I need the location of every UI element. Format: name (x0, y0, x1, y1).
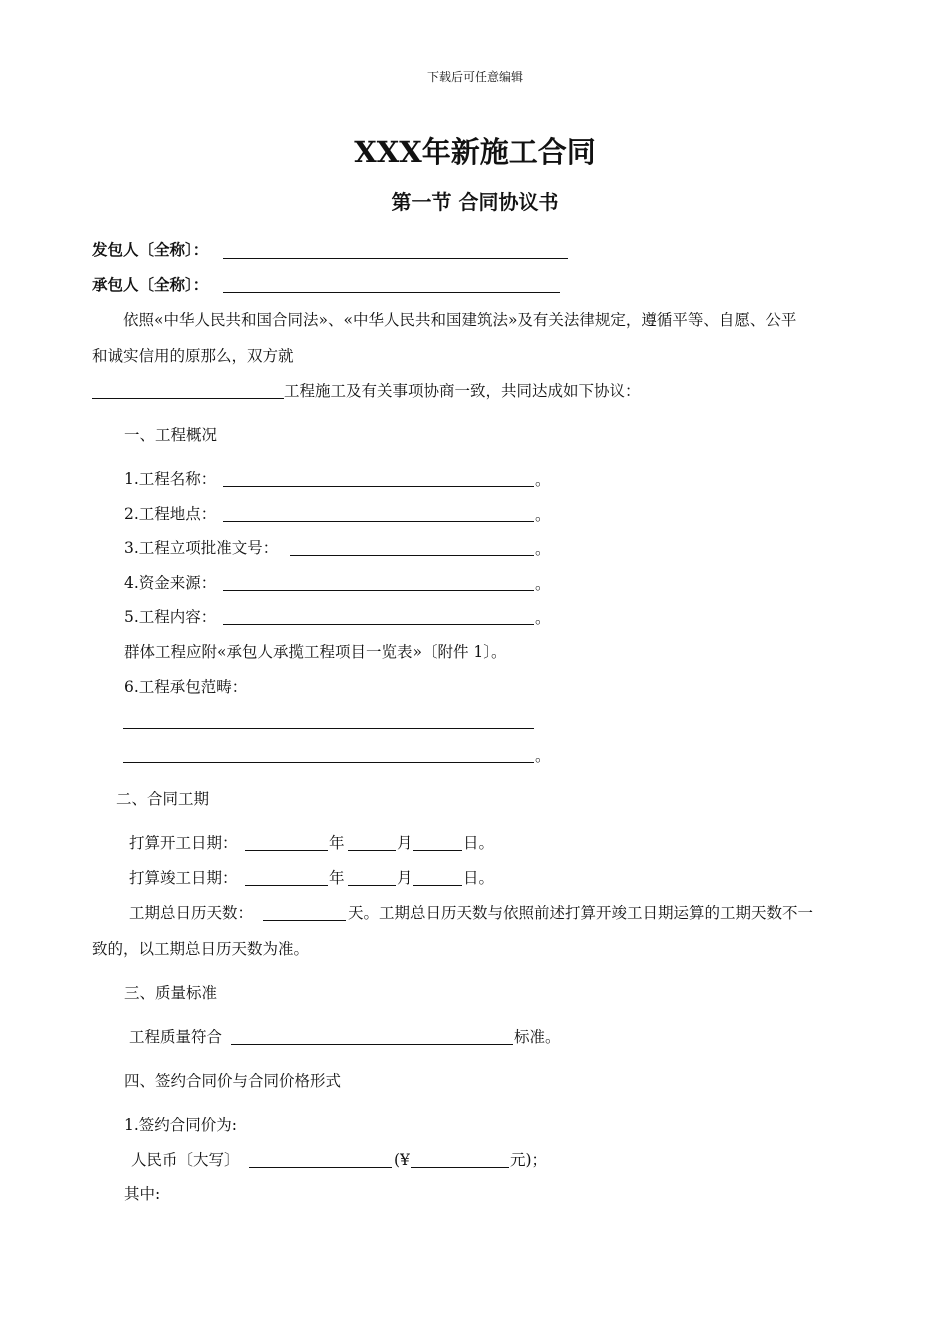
period: 。 (535, 747, 551, 765)
scope-blank-2[interactable] (123, 762, 534, 763)
contract-price-label: 1.签约合同价为: (124, 1116, 238, 1134)
intro-line-2: 和诚实信用的原那么，双方就 (92, 347, 294, 365)
quality-suffix: 标准。 (514, 1028, 561, 1046)
rmb-uppercase-blank[interactable] (249, 1167, 392, 1168)
project-site-label: 2.工程地点： (124, 505, 217, 523)
rmb-amount-blank[interactable] (411, 1167, 509, 1168)
total-days-text: 天。工期总日历天数与依照前述打算开竣工日期运算的工期天数不一 (348, 904, 814, 922)
total-days-text-2: 致的，以工期总日历天数为准。 (92, 940, 310, 958)
section-3-heading: 三、质量标准 (124, 984, 218, 1002)
group-project-note: 群体工程应附«承包人承揽工程项目一览表»〔附件 1〕。 (124, 643, 507, 661)
section-title: 第一节 合同协议书 (391, 190, 559, 214)
period: 。 (535, 609, 551, 627)
section-4-heading: 四、签约合同价与合同价格形式 (124, 1072, 342, 1090)
year-unit: 年 (329, 834, 345, 852)
start-month-blank[interactable] (348, 850, 396, 851)
month-unit: 月 (397, 869, 413, 887)
finish-year-blank[interactable] (245, 885, 328, 886)
project-content-label: 5.工程内容： (124, 608, 217, 626)
quality-standard-blank[interactable] (231, 1044, 513, 1045)
year-unit: 年 (329, 869, 345, 887)
page-header-note: 下载后可任意编辑 (426, 70, 523, 84)
project-site-blank[interactable] (223, 521, 534, 522)
project-name-label: 1.工程名称： (124, 470, 217, 488)
month-unit: 月 (397, 834, 413, 852)
scope-blank-1[interactable] (123, 728, 534, 729)
day-unit: 日。 (463, 869, 495, 887)
contractor-name-blank[interactable] (223, 292, 560, 293)
employer-name-blank[interactable] (223, 258, 568, 259)
funds-source-label: 4.资金来源： (124, 574, 217, 592)
project-content-blank[interactable] (223, 624, 534, 625)
approval-number-blank[interactable] (290, 555, 534, 556)
intro-line-1: 依照«中华人民共和国合同法»、«中华人民共和国建筑法»及有关法律规定，遵循平等、自愿、公平 (123, 311, 797, 329)
day-unit: 日。 (463, 834, 495, 852)
start-day-blank[interactable] (413, 850, 462, 851)
employer-label: 发包人〔全称〕： (92, 240, 209, 259)
rmb-uppercase-label: 人民币〔大写〕 (131, 1151, 240, 1169)
document-title: XXX年新施工合同 (354, 135, 596, 169)
among-label: 其中: (124, 1185, 161, 1203)
period: 。 (535, 575, 551, 593)
yuan-close: 元)； (510, 1151, 548, 1169)
contractor-label: 承包人〔全称〕： (92, 275, 209, 294)
finish-month-blank[interactable] (348, 885, 396, 886)
start-year-blank[interactable] (245, 850, 328, 851)
total-days-label: 工期总日历天数： (129, 904, 254, 922)
section-1-heading: 一、工程概况 (124, 426, 218, 444)
period: 。 (535, 506, 551, 524)
contract-scope-label: 6.工程承包范畴： (124, 678, 248, 696)
quality-label: 工程质量符合 (129, 1028, 223, 1046)
total-days-blank[interactable] (263, 920, 346, 921)
period: 。 (535, 540, 551, 558)
project-blank[interactable] (92, 398, 284, 399)
approval-number-label: 3.工程立项批准文号： (124, 539, 279, 557)
section-2-heading: 二、合同工期 (116, 790, 210, 808)
yen-open: (¥ (394, 1151, 410, 1169)
intro-line-3: 工程施工及有关事项协商一致，共同达成如下协议： (284, 382, 641, 400)
planned-finish-label: 打算竣工日期： (129, 869, 238, 887)
finish-day-blank[interactable] (413, 885, 462, 886)
planned-start-label: 打算开工日期： (129, 834, 238, 852)
period: 。 (535, 471, 551, 489)
funds-source-blank[interactable] (223, 590, 534, 591)
project-name-blank[interactable] (223, 486, 534, 487)
